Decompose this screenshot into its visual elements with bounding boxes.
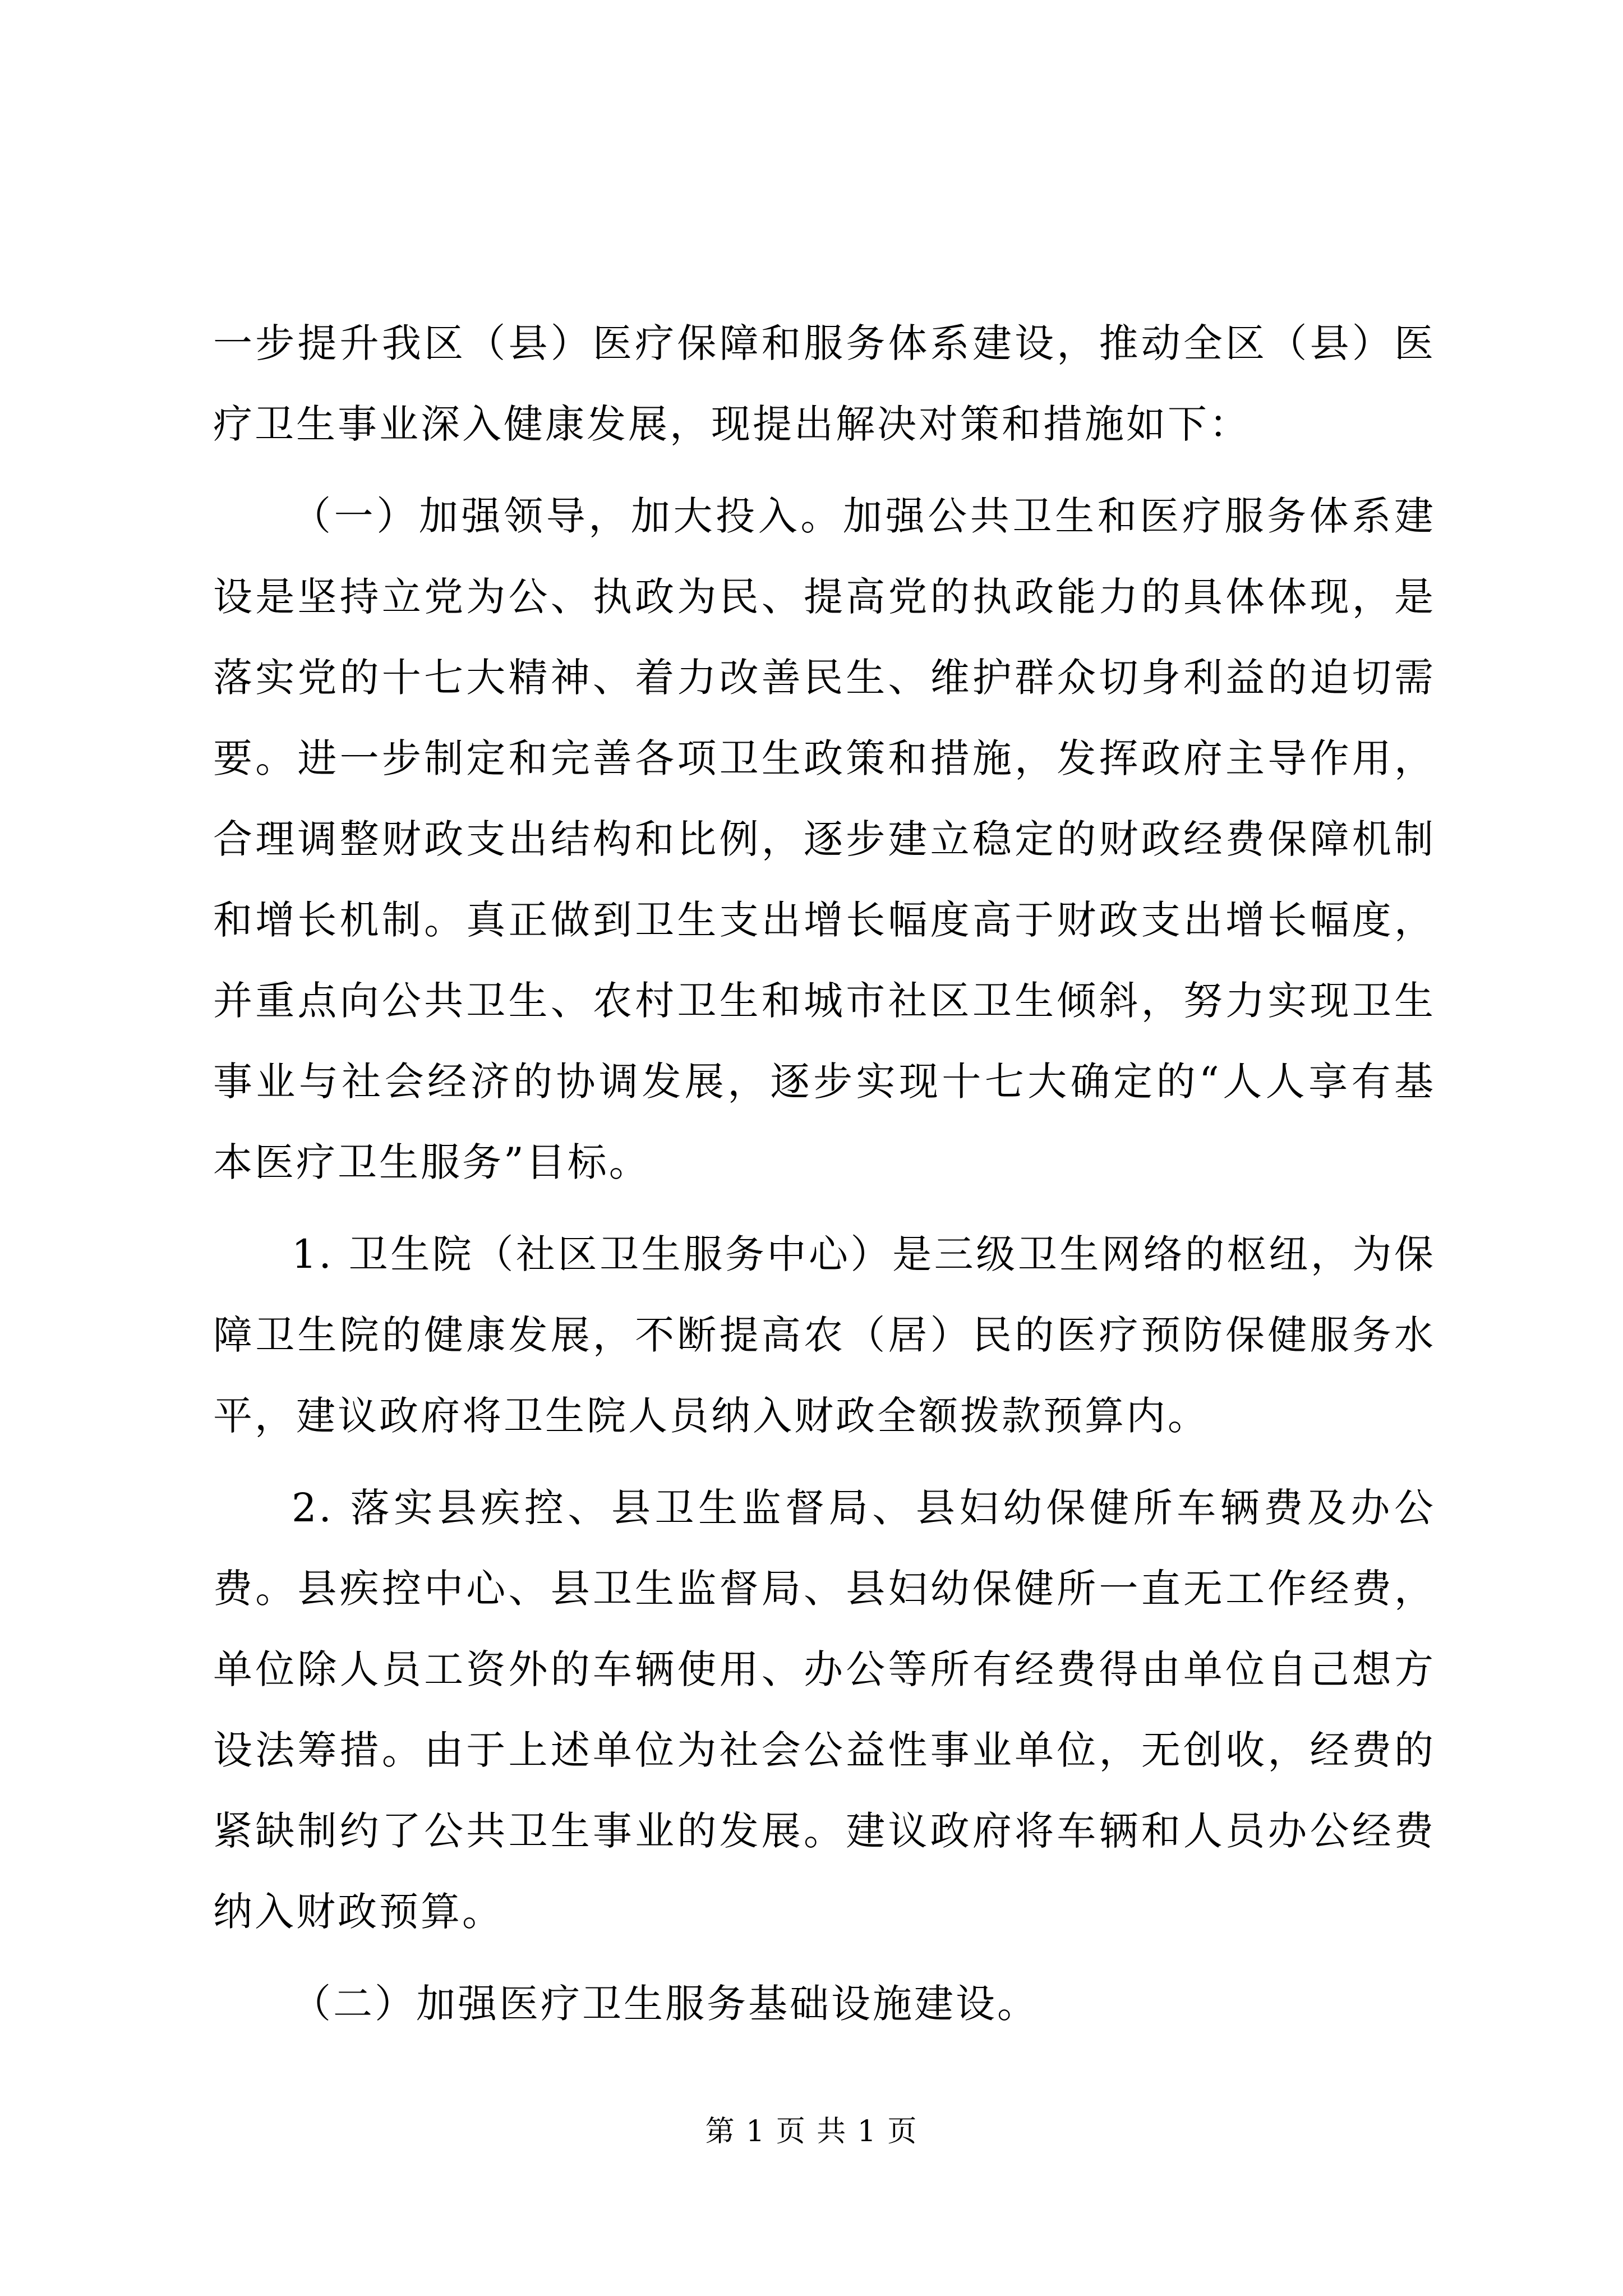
page-footer: 第 1 页 共 1 页 [705, 2115, 918, 2148]
paragraph-item-one: 1. 卫生院（社区卫生服务中心）是三级卫生网络的枢纽，为保障卫生院的健康发展，不断提高农（居）民的医疗预防保健服务水平，建议政府将卫生院人员纳入财政全额拨款预算内。 [213, 1231, 1436, 1439]
paragraph-section-two: （二）加强医疗卫生服务基础设施建设。 [292, 1981, 1039, 2027]
paragraph-section-one: （一）加强领导，加大投入。加强公共卫生和医疗服务体系建设是坚持立党为公、执政为民、提高党的执政能力的具体体现，是落实党的十七大精神、着力改善民生、维护群众切身利益的迫切需要。进一步制定和完善各项卫生政策和措施，发挥政府主导作用，合理调整财政支出结构和比例，逐步建立稳定的财政经费保障机制和增长机制。真正做到卫生支出增长幅度高于财政支出增长幅度，并重点向公共卫生、农村卫生和城市社区卫生倾斜，努力实现卫生事业与社会经济的协调发展，逐步实现十七大确定的“人人享有基本医疗卫生服务”目标。 [213, 493, 1436, 1185]
paragraph-item-two: 2. 落实县疾控、县卫生监督局、县妇幼保健所车辆费及办公费。县疾控中心、县卫生监督局、县妇幼保健所一直无工作经费，单位除人员工资外的车辆使用、办公等所有经费得由单位自己想方设法筹措。由于上述单位为社会公益性事业单位，无创收，经费的紧缺制约了公共卫生事业的发展。建议政府将车辆和人员办公经费纳入财政预算。 [213, 1485, 1436, 1935]
paragraph-intro: 一步提升我区（县）医疗保障和服务体系建设，推动全区（县）医疗卫生事业深入健康发展，现提出解决对策和措施如下： [213, 320, 1436, 447]
document-body [213, 303, 1436, 2055]
